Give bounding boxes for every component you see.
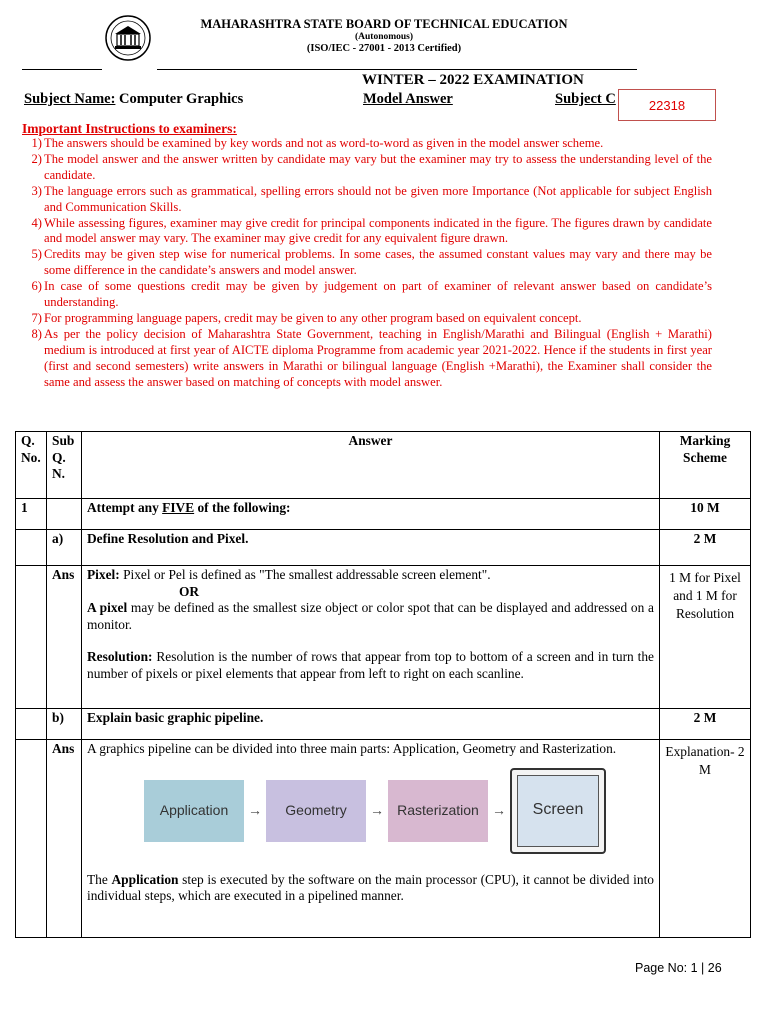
instruction-text: Credits may be given step wise for numerical problems. In some cases, the assumed constant values may vary and there may be some difference in the candidate’s answers and model answer. xyxy=(44,247,712,278)
marks: Explanation- 2 M xyxy=(660,740,751,938)
instruction-text: The model answer and the answer written by candidate may vary but the examiner may try to assess the understanding level of the candidate. xyxy=(44,151,712,182)
instruction-item xyxy=(22,247,712,279)
sub-q-number: a) xyxy=(47,530,82,566)
q-number-empty xyxy=(16,530,47,566)
pixel-term: Pixel: xyxy=(87,567,120,582)
q-number-empty xyxy=(16,709,47,740)
instruction-number: 5) xyxy=(31,247,42,262)
pixel-def-alt-text: may be defined as the smallest size object or color spot that can be displayed and addressed on a monitor. xyxy=(87,600,654,632)
marks: 10 M xyxy=(660,499,751,530)
instruction-number: 8) xyxy=(31,326,42,341)
q-number: 1 xyxy=(16,499,47,530)
subject-code-value: 22318 xyxy=(648,97,686,113)
header-answer: Answer xyxy=(82,432,660,499)
marks: 2 M xyxy=(660,530,751,566)
subject-code-box xyxy=(618,89,716,121)
instruction-number: 4) xyxy=(31,215,42,230)
stage-geometry: Geometry xyxy=(266,780,366,842)
answer-text xyxy=(82,566,660,709)
instruction-text: While assessing figures, examiner may give credit for principal components indicated in the figure. The figures drawn by candidate and model answer may vary. The examiner may give credit for any equivalent figure drawn. xyxy=(44,215,712,246)
q-number-empty xyxy=(16,740,47,938)
certification-label: (ISO/IEC - 27001 - 2013 Certified) xyxy=(306,43,462,54)
subject-code-label: Subject C xyxy=(555,91,616,107)
pixel-definition xyxy=(87,567,654,584)
instructions-list xyxy=(22,136,712,391)
pixel-term-alt: A pixel xyxy=(87,600,128,615)
answer-text xyxy=(82,740,660,938)
header-rule-right xyxy=(157,69,637,70)
model-answer-label: Model Answer xyxy=(363,91,453,107)
pixel-def-text: Pixel or Pel is defined as "The smallest addressable screen element". xyxy=(119,567,491,582)
application-term: Application xyxy=(111,871,179,887)
sub-q-empty xyxy=(47,499,82,530)
q-number-empty xyxy=(16,566,47,709)
instruction-text: As per the policy decision of Maharashtra State Government, teaching in English/Marathi and Bilingual (English + Marathi) medium is introduced at first year of AICTE diploma Programme from academic year 2021-2022. Hence if the students in first year (first and second semesters) write answers in Marathi or bilingual language (English +Marathi), the Examiner shall consider the same and assess the answer based on matching of concepts with model answer. xyxy=(44,326,712,389)
arrow-right-icon: → xyxy=(248,802,262,819)
question-text: Explain basic graphic pipeline. xyxy=(82,709,660,740)
instruction-item xyxy=(22,136,712,152)
stage-application: Application xyxy=(144,780,244,842)
table-row xyxy=(16,709,751,740)
instruction-text: For programming language papers, credit may be given to any other program based on equivalent concept. xyxy=(44,310,582,325)
question-text xyxy=(82,499,660,530)
page-number: Page No: 1 | 26 xyxy=(635,961,722,975)
marks: 2 M xyxy=(660,709,751,740)
app-post: step is executed by the software on the main processor (CPU), it cannot be divided into individual steps, which are executed in a pipelined manner. xyxy=(87,871,655,903)
instruction-text: The language errors such as grammatical, spelling errors should not be given more Importance (Not applicable for subject English and Communication Skills. xyxy=(44,183,712,214)
screen-monitor-icon xyxy=(510,768,606,854)
table-header-row xyxy=(16,432,751,499)
sub-q-number: b) xyxy=(47,709,82,740)
question-emphasis: FIVE xyxy=(162,500,195,515)
arrow-right-icon: → xyxy=(370,802,384,819)
marks: 1 M for Pixel and 1 M for Resolution xyxy=(660,566,751,709)
instruction-item xyxy=(22,327,712,391)
question-pre: Attempt any xyxy=(87,500,163,515)
pipeline-intro: A graphics pipeline can be divided into three main parts: Application, Geometry and Rasterization. xyxy=(87,741,617,756)
ans-label: Ans xyxy=(47,740,82,938)
table-row xyxy=(16,499,751,530)
instruction-number: 3) xyxy=(31,183,42,198)
autonomous-label: (Autonomous) xyxy=(354,32,414,42)
instruction-text: The answers should be examined by key words and not as word-to-word as given in the model answer scheme. xyxy=(44,136,604,150)
arrow-right-icon: → xyxy=(492,802,506,819)
instruction-text: In case of some questions credit may be given by judgement on part of examiner of relevant answer based on candidate’s understanding. xyxy=(44,279,712,310)
application-step-text xyxy=(87,872,654,905)
exam-title: WINTER – 2022 EXAMINATION xyxy=(362,72,584,88)
header-marking-scheme: Marking Scheme xyxy=(660,432,751,499)
header-sub-q: Sub Q. N. xyxy=(47,432,82,499)
instruction-number: 6) xyxy=(31,279,42,294)
stage-screen: Screen xyxy=(517,775,599,847)
subject-name-label: Subject Name: xyxy=(24,91,116,107)
pixel-definition-alt xyxy=(87,600,654,633)
resolution-term: Resolution: xyxy=(87,649,153,664)
instruction-number: 7) xyxy=(31,310,42,325)
answer-table xyxy=(15,431,751,938)
instruction-number: 1) xyxy=(31,136,42,150)
table-row xyxy=(16,530,751,566)
pipeline-diagram xyxy=(144,768,654,854)
ans-label: Ans xyxy=(47,566,82,709)
header-q-no: Q. No. xyxy=(16,432,47,499)
resolution-def-text: Resolution is the number of rows that appear from top to bottom of a screen and in turn the number of pixels or pixel elements that appear from left to right on each scanline. xyxy=(87,649,654,681)
instruction-number: 2) xyxy=(31,151,42,166)
resolution-definition xyxy=(87,649,654,682)
instruction-item xyxy=(22,279,712,311)
header-rule-left xyxy=(22,69,102,70)
subject-name-row xyxy=(24,91,243,108)
question-text: Define Resolution and Pixel. xyxy=(82,530,660,566)
board-name: MAHARASHTRA STATE BOARD OF TECHNICAL EDUCATION xyxy=(200,17,568,31)
app-pre: The xyxy=(87,871,112,887)
stage-rasterization: Rasterization xyxy=(388,780,488,842)
question-post: of the following: xyxy=(194,500,291,515)
table-row xyxy=(16,566,751,709)
instruction-item xyxy=(22,216,712,248)
instruction-item xyxy=(22,152,712,184)
instructions-title: Important Instructions to examiners: xyxy=(22,121,237,136)
table-row xyxy=(16,740,751,938)
subject-name-value: Computer Graphics xyxy=(119,91,244,107)
or-separator: OR xyxy=(179,583,200,599)
instruction-item xyxy=(22,184,712,216)
instruction-item xyxy=(22,311,712,327)
